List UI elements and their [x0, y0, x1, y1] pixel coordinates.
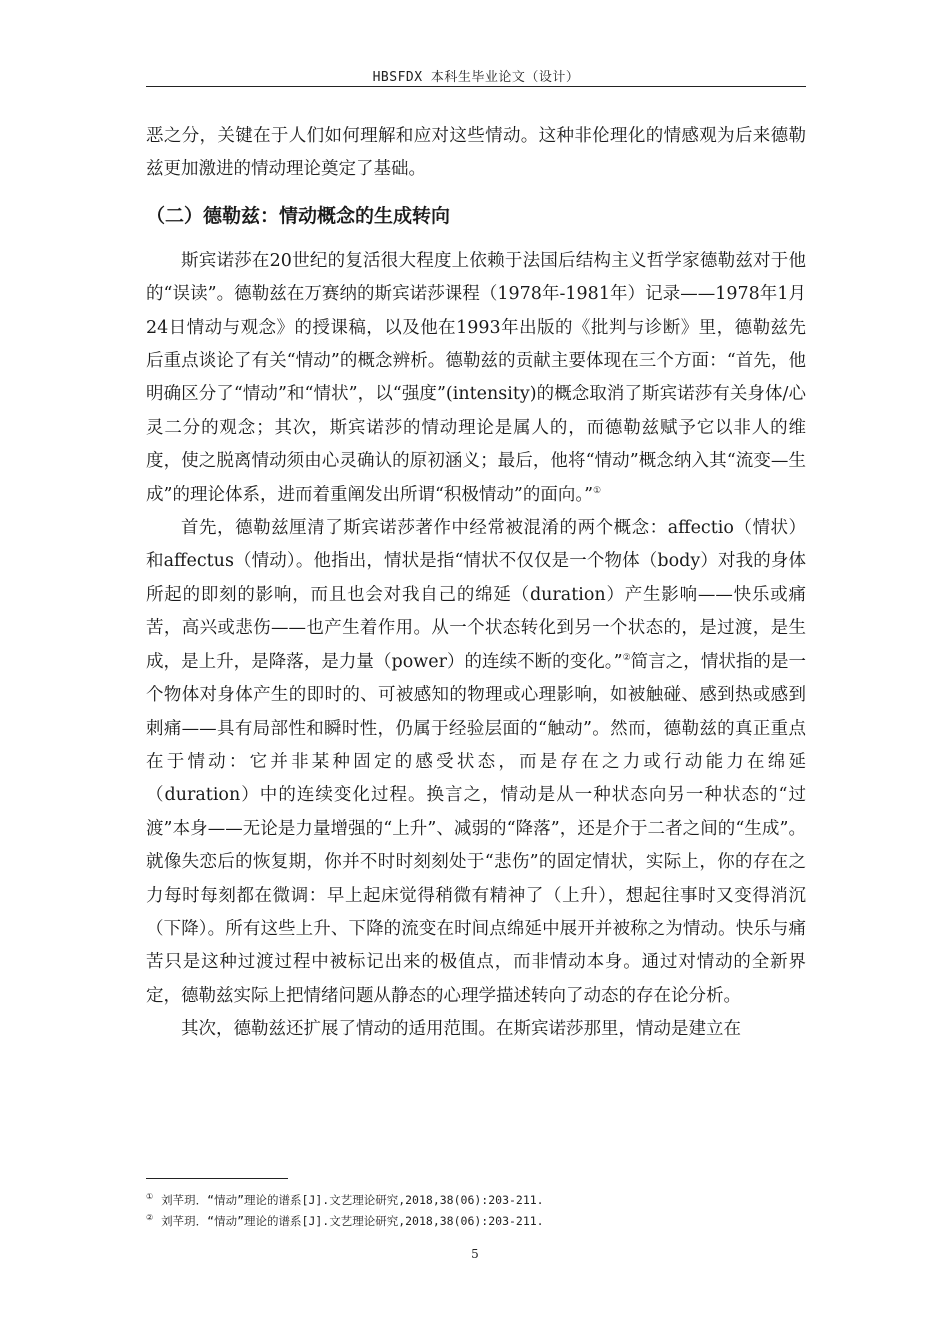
paragraph-2-text-b: 简言之，情状指的是一个物体对身体产生的即时的、可被感知的物理或心理影响，如被触碰、感到热或感到刺痛——具有局部性和瞬时性，仍属于经验层面的“触动”。然而，德勒兹的真正重点在于情动：它并非某种固定的感受状态，而是存在之力或行动能力在绵延（duration）中的连续变化过程。换言之，情动是从一种状态向另一种状态的“过渡”本身——无论是力量增强的“上升”、减弱的“降落”，还是介于二者之间的“生成”。就像失恋后的恢复期，你并不时时刻刻处于“悲伤”的固定情状，实际上，你的存在之力每时每刻都在微调：早上起床觉得稍微有精神了（上升），想起往事时又变得消沉（下降）。所有这些上升、下降的流变在时间点绵延中展开并被称之为情动。快乐与痛苦只是这种过渡过程中被标记出来的极值点，而非情动本身。通过对情动的全新界定，德勒兹实际上把情绪问题从静态的心理学描述转向了动态的存在论分析。 [146, 651, 806, 1006]
footnote-ref-2[interactable]: ② [622, 652, 631, 663]
footnote-2-text: 刘芊玥．“情动”理论的谱系[J].文艺理论研究,2018,38(06):203-211. [161, 1214, 544, 1228]
paragraph-3: 其次，德勒兹还扩展了情动的适用范围。在斯宾诺莎那里，情动是建立在 [181, 1019, 741, 1040]
paragraph-2 [146, 512, 806, 1013]
footnote-rule [146, 1178, 288, 1179]
footnote-1 [146, 1190, 806, 1211]
paragraph-1-text: 斯宾诺莎在20世纪的复活很大程度上依赖于法国后结构主义哲学家德勒兹对于他的“误读”。德勒兹在万赛纳的斯宾诺莎课程（1978年-1981年）记录——1978年1月24日情动与观念》的授课稿，以及他在1993年出版的《批判与诊断》里，德勒兹先后重点谈论了有关“情动”的概念辨析。德勒兹的贡献主要体现在三个方面：“首先，他明确区分了“情动”和“情状”，以“强度”(intensity)的概念取消了斯宾诺莎有关身体/心灵二分的观念；其次，斯宾诺莎的情动理论是属人的，而德勒兹赋予它以非人的维度，使之脱离情动须由心灵确认的原初涵义；最后，他将“情动”概念纳入其“流变—生成”的理论体系，进而着重阐发出所谓“积极情动”的面向。” [146, 250, 806, 505]
page-number: 5 [471, 1247, 479, 1261]
main-body [146, 120, 806, 1047]
footnote-ref-1[interactable]: ① [593, 485, 602, 496]
header-rule [146, 86, 806, 87]
paragraph-2-text-a: 首先，德勒兹厘清了斯宾诺莎著作中经常被混淆的两个概念：affectio（情状）和affectus（情动）。他指出，情状是指“情状不仅仅是一个物体（body）对我的身体所起的即刻的影响，而且也会对我自己的绵延（duration）产生影响——快乐或痛苦，高兴或悲伤——也产生着作用。从一个状态转化到另一个状态的，是过渡，是生成，是上升，是降落，是力量（power）的连续不断的变化。” [146, 518, 806, 672]
footnotes [146, 1190, 806, 1232]
footnote-1-text: 刘芊玥．“情动”理论的谱系[J].文艺理论研究,2018,38(06):203-211. [161, 1193, 544, 1207]
paragraph-continuation: 恶之分，关键在于人们如何理解和应对这些情动。这种非伦理化的情感观为后来德勒兹更加激进的情动理论奠定了基础。 [146, 126, 806, 180]
footnote-1-mark: ① [146, 1192, 154, 1202]
footnote-2-mark: ② [146, 1213, 154, 1223]
paragraph-1 [146, 245, 806, 512]
footnote-2 [146, 1211, 806, 1232]
running-header: HBSFDX 本科生毕业论文（设计） [372, 70, 580, 85]
section-heading: （二）德勒兹：情动概念的生成转向 [146, 204, 451, 227]
